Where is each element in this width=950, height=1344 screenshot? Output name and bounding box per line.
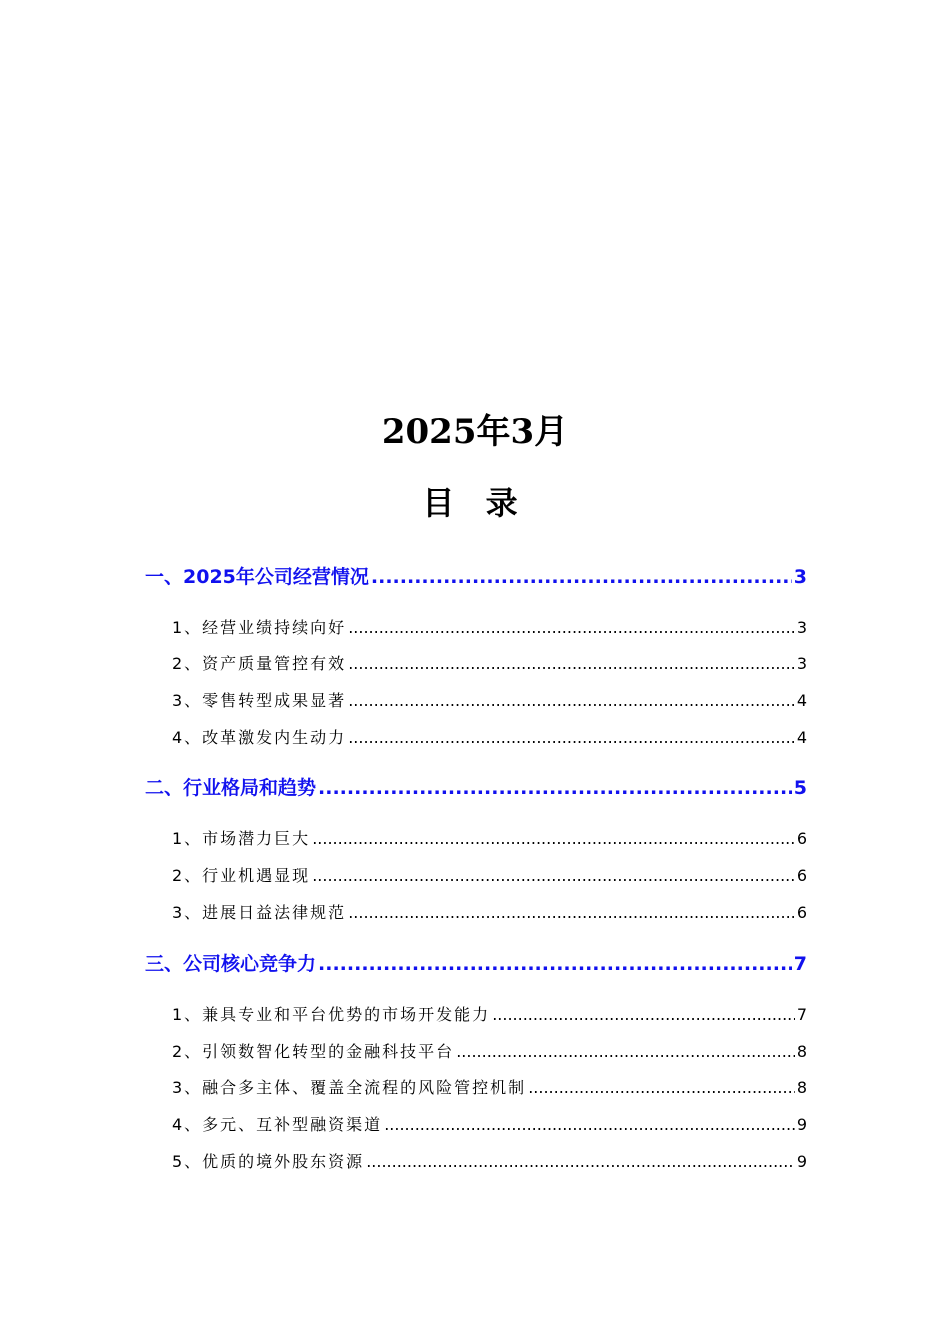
toc-page-number: 4	[796, 728, 807, 747]
toc-page-number: 9	[796, 1152, 807, 1171]
toc-leader-dots	[528, 1078, 795, 1097]
toc-section-2[interactable]	[145, 773, 807, 803]
toc-page-number: 6	[796, 903, 807, 922]
toc-page-number: 8	[796, 1042, 807, 1061]
toc-leader-dots	[384, 1115, 795, 1134]
toc-item[interactable]	[172, 900, 807, 926]
toc-item[interactable]	[172, 826, 807, 852]
toc-item-label: 4、多元、互补型融资渠道	[172, 1115, 383, 1134]
toc-page-number: 3	[796, 618, 807, 637]
toc-section-label: 三、公司核心竞争力	[145, 953, 317, 975]
toc-leader-dots	[456, 1042, 795, 1061]
toc-page-number: 3	[793, 566, 807, 588]
toc-leader-dots	[348, 654, 795, 673]
toc-page-number: 4	[796, 691, 807, 710]
toc-section-label: 一、2025年公司经营情况	[145, 566, 369, 588]
toc-item-label: 2、行业机遇显现	[172, 866, 311, 885]
toc-item[interactable]	[172, 615, 807, 641]
toc-page-number: 3	[796, 654, 807, 673]
toc-item[interactable]	[172, 1112, 807, 1138]
toc-leader-dots	[312, 866, 795, 885]
toc-item-label: 1、市场潜力巨大	[172, 829, 311, 848]
toc-item-label: 2、资产质量管控有效	[172, 654, 347, 673]
toc-item-label: 2、引领数智化转型的金融科技平台	[172, 1042, 455, 1061]
toc-item-label: 3、进展日益法律规范	[172, 903, 347, 922]
toc-item-label: 1、经营业绩持续向好	[172, 618, 347, 637]
toc-leader-dots	[312, 829, 795, 848]
toc-page-number: 6	[796, 829, 807, 848]
toc-page-number: 5	[793, 777, 807, 799]
toc-item[interactable]	[172, 1075, 807, 1101]
toc-leader-dots	[348, 728, 795, 747]
toc-leader-dots	[371, 566, 792, 588]
toc-leader-dots	[348, 903, 795, 922]
toc-leader-dots	[318, 777, 792, 799]
toc-heading: 目 录	[422, 484, 528, 522]
toc-page-number: 7	[796, 1005, 807, 1024]
toc-page-number: 6	[796, 866, 807, 885]
toc-item[interactable]	[172, 725, 807, 751]
toc-item-label: 4、改革激发内生动力	[172, 728, 347, 747]
toc-leader-dots	[318, 953, 792, 975]
toc-leader-dots	[366, 1152, 795, 1171]
toc-leader-dots	[348, 618, 795, 637]
toc-item[interactable]	[172, 651, 807, 677]
toc-leader-dots	[492, 1005, 795, 1024]
toc-item[interactable]	[172, 688, 807, 714]
toc-page-number: 8	[796, 1078, 807, 1097]
toc-page-number: 7	[793, 953, 807, 975]
toc-item[interactable]	[172, 1002, 807, 1028]
toc-item[interactable]	[172, 863, 807, 889]
toc-section-label: 二、行业格局和趋势	[145, 777, 317, 799]
toc-leader-dots	[348, 691, 795, 710]
toc-item[interactable]	[172, 1039, 807, 1065]
date-title: 2025年3月	[381, 412, 569, 452]
toc-section-3[interactable]	[145, 949, 807, 979]
toc-item-label: 3、融合多主体、覆盖全流程的风险管控机制	[172, 1078, 527, 1097]
toc-item-label: 1、兼具专业和平台优势的市场开发能力	[172, 1005, 491, 1024]
toc-item[interactable]	[172, 1149, 807, 1175]
toc-item-label: 3、零售转型成果显著	[172, 691, 347, 710]
toc-page-number: 9	[796, 1115, 807, 1134]
toc-section-1[interactable]	[145, 562, 807, 592]
toc-item-label: 5、优质的境外股东资源	[172, 1152, 365, 1171]
